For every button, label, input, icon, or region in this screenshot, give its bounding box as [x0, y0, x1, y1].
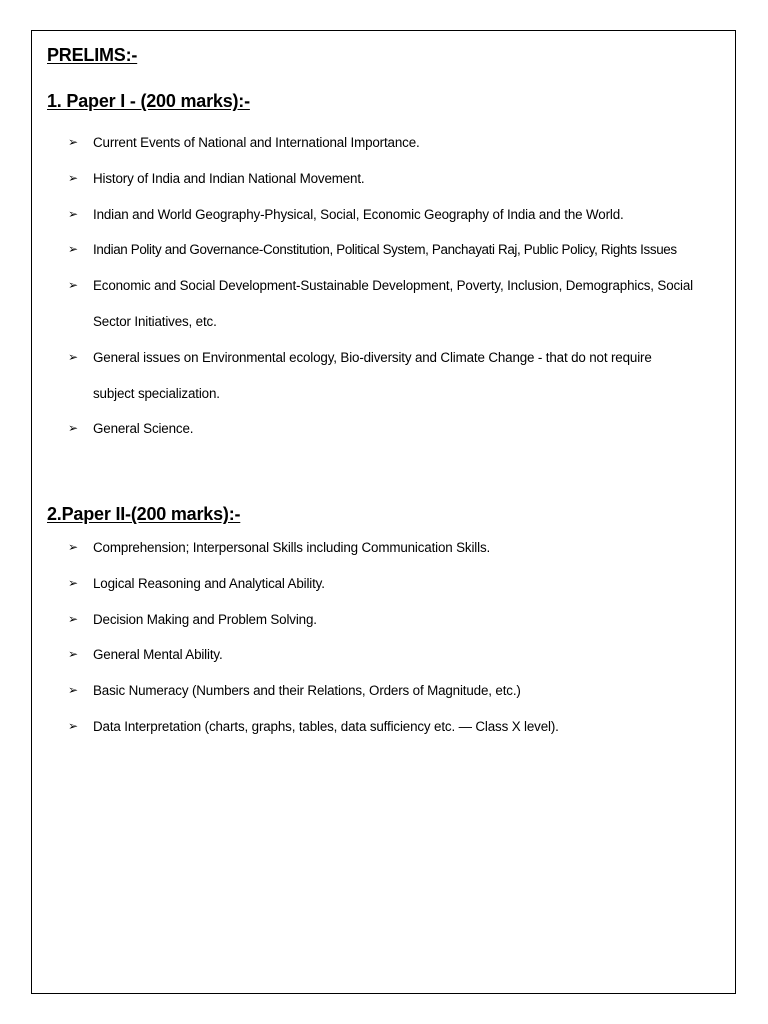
list-item [68, 411, 733, 447]
list-item-text: Indian Polity and Governance-Constitution, Political System, Panchayati Raj, Public Policy, Rights Issues [93, 242, 677, 258]
list-item-text: Decision Making and Problem Solving. [93, 611, 317, 627]
list-item-text: Economic and Social Development-Sustainable Development, Poverty, Inclusion, Demographics, Social Sector Initiatives, etc. [93, 278, 693, 329]
list-item-text: History of India and Indian National Movement. [93, 170, 365, 186]
arrow-bullet-icon: ➢ [68, 421, 78, 436]
list-item [68, 125, 733, 161]
list-item-text: Basic Numeracy (Numbers and their Relations, Orders of Magnitude, etc.) [93, 683, 521, 699]
list-item-text: Logical Reasoning and Analytical Ability. [93, 575, 325, 591]
prelims-heading: PRELIMS:- [47, 45, 138, 65]
list-item-text: Data Interpretation (charts, graphs, tables, data sufficiency etc. — Class X level). [93, 718, 559, 734]
document-page [31, 30, 736, 994]
list-item-text: General Science. [93, 421, 194, 437]
list-item-text: Current Events of National and International Importance. [93, 135, 420, 150]
arrow-bullet-icon: ➢ [68, 206, 78, 221]
arrow-bullet-icon: ➢ [68, 278, 78, 293]
list-item [68, 709, 733, 745]
paper-1-heading: 1. Paper I - (200 marks):- [47, 91, 250, 111]
arrow-bullet-icon: ➢ [68, 170, 78, 185]
paper-2-topic-list [68, 530, 733, 745]
arrow-bullet-icon: ➢ [68, 135, 78, 149]
arrow-bullet-icon: ➢ [68, 647, 78, 662]
arrow-bullet-icon: ➢ [68, 611, 78, 626]
list-item-text: Indian and World Geography-Physical, Social, Economic Geography of India and the World. [93, 206, 624, 222]
arrow-bullet-icon: ➢ [68, 683, 78, 698]
arrow-bullet-icon: ➢ [68, 575, 78, 590]
list-item [68, 566, 733, 602]
list-item [68, 232, 733, 268]
list-item [68, 197, 733, 233]
list-item [68, 268, 733, 340]
list-item-text: General Mental Ability. [93, 647, 223, 663]
arrow-bullet-icon: ➢ [68, 242, 78, 257]
list-item [68, 602, 733, 638]
list-item [68, 637, 733, 673]
list-item-text: General issues on Environmental ecology, Bio-diversity and Climate Change - that do not require subject specialization. [93, 349, 652, 401]
list-item-text: Comprehension; Interpersonal Skills including Communication Skills. [93, 540, 491, 555]
list-item [68, 340, 733, 412]
list-item [68, 161, 733, 197]
arrow-bullet-icon: ➢ [68, 349, 78, 364]
paper-2-heading: 2.Paper II-(200 marks):- [47, 504, 241, 524]
paper-1-topic-list [68, 125, 733, 447]
arrow-bullet-icon: ➢ [68, 718, 78, 733]
list-item [68, 673, 733, 709]
arrow-bullet-icon: ➢ [68, 540, 78, 554]
list-item [68, 530, 733, 566]
